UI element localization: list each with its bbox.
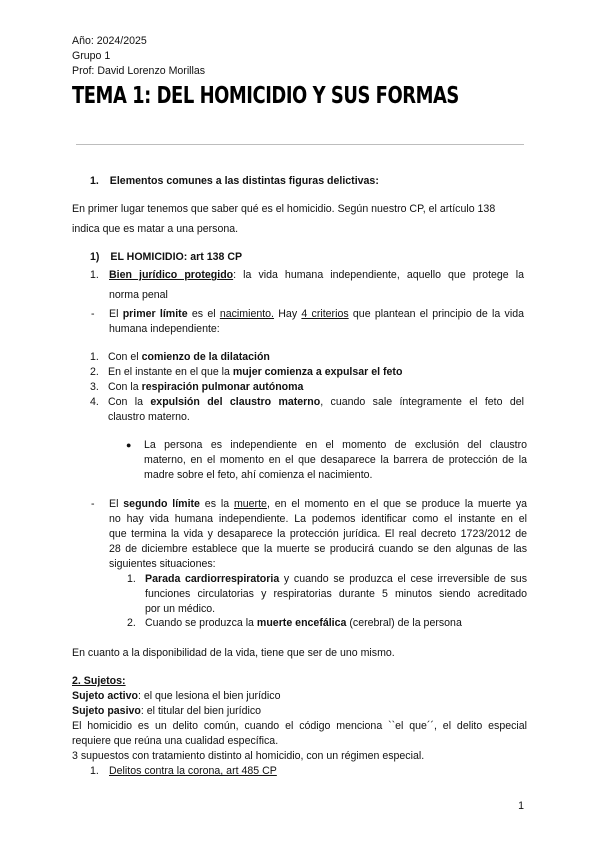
section-number: 1. [90, 175, 99, 187]
item-pre: Con el [108, 351, 142, 363]
situacion2-label: muerte encefálica [256, 617, 347, 629]
list-item [72, 380, 527, 395]
sujeto-activo [72, 689, 280, 704]
title-divider [76, 144, 524, 145]
sujeto-pasivo-label: Sujeto pasivo [72, 705, 141, 717]
situacion2-line [145, 616, 462, 631]
primer-limite-line-2: humana independiente: [109, 323, 220, 335]
subsection-title: EL HOMICIDIO: art 138 CP [110, 251, 243, 263]
segundo-limite-line-3: que termina la vida y desaparece la protección jurídica. El real decreto 1723/2012 de [109, 528, 527, 540]
intro-line-1: En primer lugar tenemos que saber qué es el homicidio. Según nuestro CP, el artículo 138 [72, 203, 496, 215]
section-title: Elementos comunes a las distintas figuras delictivas: [109, 175, 379, 187]
situacion1-line-1 [145, 572, 527, 587]
situacion2-post: (cerebral) de la persona [346, 617, 462, 629]
sujeto-pasivo [72, 704, 261, 719]
item-text [108, 380, 303, 395]
situacion1-label: Parada cardiorrespiratoria [145, 573, 280, 585]
situacion2-number: 2. [127, 617, 136, 629]
supuesto1-number: 1. [90, 765, 99, 777]
item-pre: Con la [108, 396, 151, 408]
pl-mid: es el [187, 308, 220, 320]
item-pre: Con la [108, 381, 142, 393]
bien-line-1 [109, 268, 524, 283]
pl-rest: que plantean el principio de la vida [348, 308, 524, 320]
pl-mid2: Hay [274, 308, 302, 320]
criterio4-line-2: claustro materno. [108, 411, 190, 423]
criterios-list [72, 350, 527, 410]
document-year: Año: 2024/2025 [72, 35, 147, 47]
bien-text: : la vida humana independiente, aquello que protege la [233, 269, 524, 281]
bien-label: Bien jurídico protegido [109, 269, 234, 281]
list-item [72, 350, 527, 365]
bullet-line-2: materno, en el momento en el que desaparece la barrera de protección de la [144, 454, 527, 466]
segundo-limite-label: segundo límite [123, 498, 200, 510]
document-professor: Prof: David Lorenzo Morillas [72, 65, 206, 77]
item-text [108, 350, 270, 365]
disponibilidad-text: En cuanto a la disponibilidad de la vida, tiene que ser de uno mismo. [72, 647, 395, 659]
segundo-limite-line-1 [109, 497, 527, 512]
muerte-term: muerte [233, 498, 267, 510]
subsection-heading [90, 250, 242, 265]
pl-pre: El [109, 308, 123, 320]
list-item [72, 395, 527, 410]
bullet-marker: ● [126, 440, 132, 450]
item-text [108, 365, 402, 380]
subsection-number: 1) [90, 251, 100, 263]
dash-marker: - [91, 308, 95, 320]
sujeto-activo-label: Sujeto activo [72, 690, 138, 702]
sl-pre: El [109, 498, 124, 510]
supuestos-text: 3 supuestos con tratamiento distinto al homicidio, con un régimen especial. [72, 750, 425, 762]
segundo-limite-line-2: no hay vida humana independiente. La podemos identificar como el instante en el [109, 513, 527, 525]
criterios-term: 4 criterios [301, 308, 349, 320]
sl-mid: es la [199, 498, 234, 510]
document-group: Grupo 1 [72, 50, 111, 62]
segundo-limite-line-4: 28 de diciembre establece que la muerte se producirá cuando se den algunas de las [109, 543, 527, 555]
section-heading [90, 174, 379, 189]
bullet-line-1: La persona es independiente en el momento de exclusión del claustro [144, 439, 527, 451]
bien-line-2: norma penal [109, 289, 168, 301]
item-bold: comienzo de la dilatación [141, 351, 270, 363]
sujeto-activo-text: : el que lesiona el bien jurídico [137, 690, 281, 702]
item-bold: expulsión del claustro materno [150, 396, 321, 408]
situacion1-line-2: funciones circulatorias y respiratorias durante 5 minutos siendo acreditado [145, 588, 527, 600]
sujeto-pasivo-text: : el titular del bien jurídico [140, 705, 262, 717]
item-post: , cuando sale íntegramente el feto del [320, 396, 524, 408]
primer-limite-label: primer límite [122, 308, 188, 320]
supuesto1-text: Delitos contra la corona, art 485 CP [109, 765, 277, 777]
sujetos-heading: 2. Sujetos: [72, 675, 126, 687]
item-text [108, 395, 524, 410]
delito-comun-line-2: requiere que reúna una cualidad específica. [72, 735, 279, 747]
bullet-line-3: madre sobre el feto, ahí comienza el nacimiento. [144, 469, 373, 481]
nacimiento-term: nacimiento. [219, 308, 275, 320]
item-pre: En el instante en el que la [108, 366, 233, 378]
situacion1-text: y cuando se produzca el cese irreversible de sus [279, 573, 527, 585]
sl-rest: , en el momento en el que se produce la muerte ya [266, 498, 528, 510]
bien-number: 1. [90, 269, 99, 281]
segundo-limite-line-5: siguientes situaciones: [109, 558, 216, 570]
situacion1-number: 1. [127, 573, 136, 585]
item-number: 3. [90, 381, 99, 393]
item-number: 2. [90, 366, 99, 378]
primer-limite-line-1 [109, 307, 524, 322]
page-title: TEMA 1: DEL HOMICIDIO Y SUS FORMAS [72, 83, 459, 109]
list-item [72, 365, 527, 380]
situacion2-pre: Cuando se produzca la [145, 617, 257, 629]
delito-comun-line-1: El homicidio es un delito común, cuando el código menciona ``el que´´, el delito especial [72, 720, 527, 732]
item-bold: respiración pulmonar autónoma [141, 381, 304, 393]
dash-marker-2: - [91, 498, 95, 510]
intro-line-2: indica que es matar a una persona. [72, 223, 239, 235]
item-number: 1. [90, 351, 99, 363]
item-number: 4. [90, 396, 99, 408]
page-number: 1 [518, 800, 524, 812]
situacion1-line-3: por un médico. [145, 603, 216, 615]
item-bold: mujer comienza a expulsar el feto [232, 366, 403, 378]
